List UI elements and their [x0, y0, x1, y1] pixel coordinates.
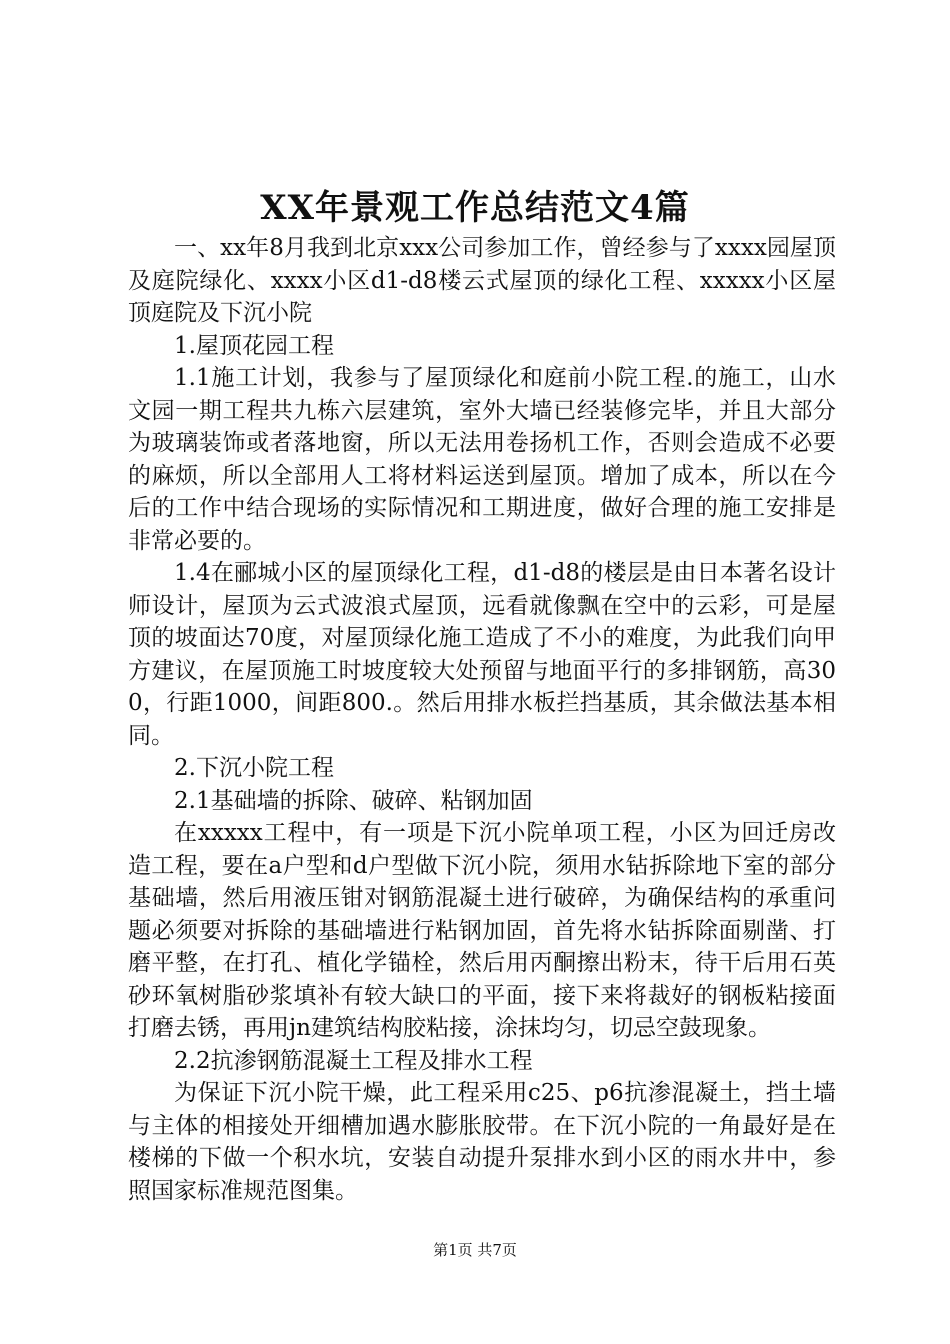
document-title: XX年景观工作总结范文4篇	[260, 188, 690, 228]
heading-sunken-courtyard: 2.下沉小院工程	[174, 755, 334, 781]
heading-rooftop-garden: 1.屋顶花园工程	[174, 332, 334, 359]
subheading-waterproof-concrete: 2.2抗渗钢筋混凝土工程及排水工程	[174, 1047, 533, 1074]
paragraph-licheng-rooftop: 1.4在郦城小区的屋顶绿化工程，d1-d8的楼层是由日本著名设计师设计，屋顶为云式波浪式屋顶，远看就像飘在空中的云彩，可是屋顶的坡面达70度，对屋顶绿化施工造成了不小的难度，为此我们向甲方建议，在屋顶施工时坡度较大处预留与地面平行的多排钢筋，高300，行距1000，间距800.。然后用排水板拦挡基质，其余做法基本相同。	[128, 560, 836, 749]
paragraph-waterproof-concrete: 为保证下沉小院干燥，此工程采用c25、p6抗渗混凝土，挡土墙与主体的相接处开细槽加遇水膨胀胶带。在下沉小院的一角最好是在楼梯的下做一个积水坑，安装自动提升泵排水到小区的雨水井中，参照国家标准规范图集。	[128, 1080, 836, 1204]
document-body	[128, 232, 836, 1207]
paragraph-construction-plan: 1.1施工计划，我参与了屋顶绿化和庭前小院工程.的施工，山水文园一期工程共九栋六层建筑，室外大墙已经装修完毕，并且大部分为玻璃装饰或者落地窗，所以无法用卷扬机工作，否则会造成不必要的麻烦，所以全部用人工将材料运送到屋顶。增加了成本，所以在今后的工作中结合现场的实际情况和工期进度，做好合理的施工安排是非常必要的。	[128, 365, 836, 554]
paragraph-intro: 一、xx年8月我到北京xxx公司参加工作，曾经参与了xxxx园屋顶及庭院绿化、xxxx小区d1-d8楼云式屋顶的绿化工程、xxxxx小区屋顶庭院及下沉小院	[128, 235, 836, 326]
paragraph-foundation-wall: 在xxxxx工程中，有一项是下沉小院单项工程，小区为回迁房改造工程，要在a户型和d户型做下沉小院，须用水钻拆除地下室的部分基础墙，然后用液压钳对钢筋混凝土进行破碎，为确保结构的承重问题必须要对拆除的基础墙进行粘钢加固，首先将水钻拆除面剔凿、打磨平整，在打孔、植化学锚栓，然后用丙酮擦出粉末，待干后用石英砂环氧树脂砂浆填补有较大缺口的平面，接下来将裁好的钢板粘接面打磨去锈，再用jn建筑结构胶粘接，涂抹均匀，切忌空鼓现象。	[128, 820, 836, 1041]
subheading-foundation-wall: 2.1基础墙的拆除、破碎、粘钢加固	[174, 787, 533, 814]
page-indicator: 第1页 共7页	[433, 1241, 517, 1259]
